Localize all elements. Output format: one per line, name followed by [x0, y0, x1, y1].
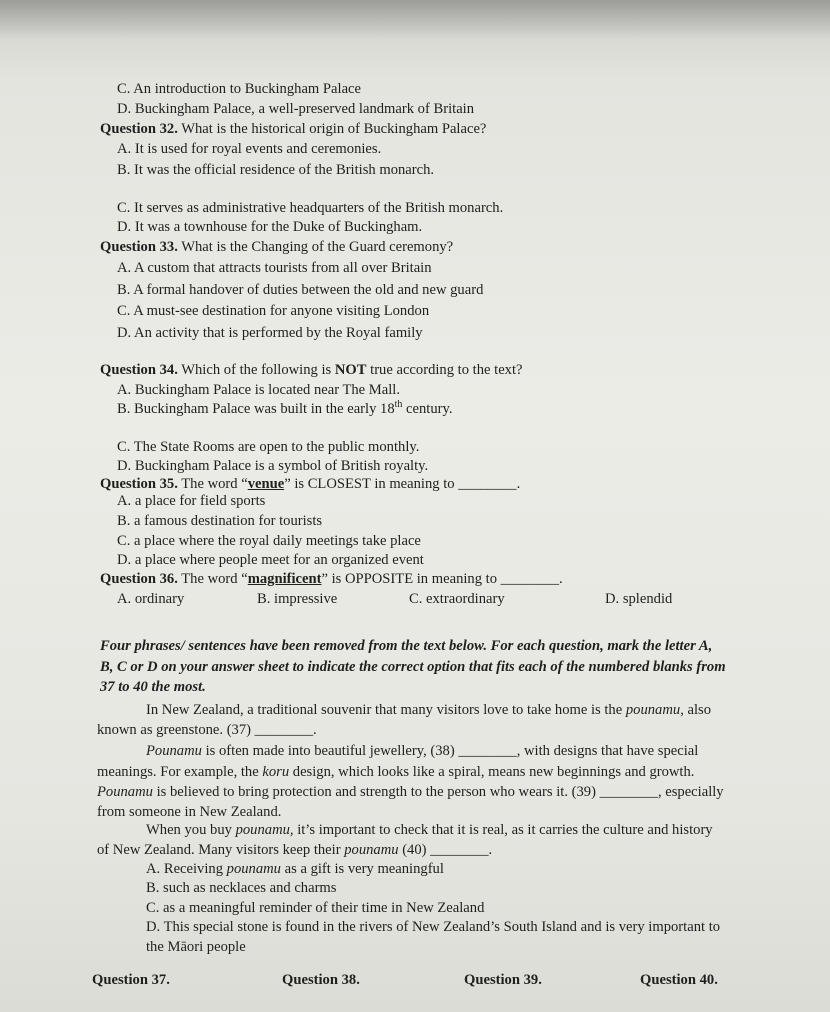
- passage-p2-pre2: meanings. For example, the: [97, 764, 263, 780]
- q31-option-c: C. An introduction to Buckingham Palace: [117, 81, 362, 97]
- instructions-line-2: B, C or D on your answer sheet to indicate the correct option that fits each of the numbered blanks from: [100, 659, 726, 675]
- q32-stem: [100, 119, 486, 139]
- q31-option-d: D. Buckingham Palace, a well-preserved landmark of Britain: [117, 101, 475, 117]
- answer-option-a-post: as a gift is very meaningful: [280, 861, 444, 877]
- q33-label: Question 33.: [100, 239, 178, 255]
- q35-option-d: D. a place where people meet for an organized event: [117, 552, 424, 568]
- passage-p1-text: In New Zealand, a traditional souvenir that many visitors love to take home is the: [146, 702, 623, 718]
- q34-label: Question 34.: [100, 362, 178, 378]
- q36-word: magnificent: [247, 571, 322, 587]
- passage-p1-line1: [146, 700, 711, 720]
- answer-option-a: [146, 859, 444, 879]
- q33-option-c: C. A must-see destination for anyone visiting London: [117, 303, 430, 319]
- q36-option-d: D. splendid: [605, 591, 673, 607]
- answer-option-a-word: pounamu: [226, 861, 281, 877]
- q34-option-c: C. The State Rooms are open to the public monthly.: [117, 439, 420, 455]
- passage-p2-line1: [146, 741, 698, 761]
- q36-label: Question 36.: [100, 571, 178, 587]
- q33-option-a: A. A custom that attracts tourists from all over Britain: [117, 260, 432, 276]
- q32-option-b: B. It was the official residence of the British monarch.: [117, 162, 435, 178]
- q36-option-c: C. extraordinary: [409, 591, 505, 607]
- passage-p2-word2: koru: [262, 764, 290, 780]
- passage-p2-line4: from someone in New Zealand.: [97, 804, 282, 820]
- q32-option-d: D. It was a townhouse for the Duke of Buckingham.: [117, 219, 423, 235]
- passage-p3-word2: pounamu: [344, 842, 399, 858]
- passage-p2-word1: Pounamu: [146, 743, 202, 759]
- q36-option-a: A. ordinary: [117, 591, 185, 607]
- q34-option-b-text: B. Buckingham Palace was built in the early 18: [117, 401, 395, 417]
- q32-text: What is the historical origin of Buckingham Palace?: [181, 121, 487, 137]
- q34-stem: [100, 360, 523, 380]
- q34-option-d: D. Buckingham Palace is a symbol of British royalty.: [117, 458, 429, 474]
- q33-option-b: B. A formal handover of duties between the old and new guard: [117, 282, 484, 298]
- q32-option-a: A. It is used for royal events and ceremonies.: [117, 141, 382, 157]
- q35-text-post: ” is CLOSEST in meaning to ________.: [284, 476, 521, 492]
- q35-option-a: A. a place for field sports: [117, 493, 266, 509]
- page-edge-shadow: [0, 0, 830, 40]
- q34-text-pre: Which of the following is: [181, 362, 332, 378]
- q35-option-c: C. a place where the royal daily meetings take place: [117, 533, 421, 549]
- q35-word: venue: [247, 476, 285, 492]
- passage-p1-line2: known as greenstone. (37) ________.: [97, 722, 317, 738]
- q34-option-b: [117, 399, 453, 419]
- question-40-label: Question 40.: [640, 972, 718, 988]
- q33-stem: [100, 237, 453, 257]
- passage-p2-rest3: is believed to bring protection and strength to the person who wears it. (39) ________, especially: [152, 784, 724, 800]
- passage-p3-post2: (40) ________.: [398, 842, 493, 858]
- q36-text-post: ” is OPPOSITE in meaning to ________.: [321, 571, 563, 587]
- q35-text-pre: The word “: [181, 476, 248, 492]
- passage-p2-post2: design, which looks like a spiral, means new beginnings and growth.: [289, 764, 695, 780]
- q36-text-pre: The word “: [181, 571, 248, 587]
- answer-option-d-line2: the Māori people: [146, 939, 246, 955]
- passage-p1-word: pounamu: [625, 702, 681, 718]
- q34-option-b-post: century.: [402, 401, 453, 417]
- q33-option-d: D. An activity that is performed by the Royal family: [117, 325, 423, 341]
- q36-option-b: B. impressive: [257, 591, 338, 607]
- passage-p2-word3: Pounamu: [97, 784, 153, 800]
- passage-p1-post: , also: [680, 702, 711, 718]
- q32-label: Question 32.: [100, 121, 178, 137]
- answer-option-a-pre: A. Receiving: [146, 861, 227, 877]
- passage-p3-pre2: of New Zealand. Many visitors keep their: [97, 842, 345, 858]
- question-38-label: Question 38.: [282, 972, 360, 988]
- q35-label: Question 35.: [100, 476, 178, 492]
- passage-p3-word1: pounamu: [235, 822, 290, 838]
- q32-option-c: C. It serves as administrative headquarters of the British monarch.: [117, 200, 504, 216]
- answer-option-c: C. as a meaningful reminder of their time in New Zealand: [146, 900, 485, 916]
- q34-text-post: true according to the text?: [370, 362, 523, 378]
- q33-text: What is the Changing of the Guard ceremony?: [181, 239, 454, 255]
- passage-p3-line1: [146, 820, 713, 840]
- passage-p2-rest1: is often made into beautiful jewellery, (38) ________, with designs that have special: [201, 743, 699, 759]
- question-37-label: Question 37.: [92, 972, 170, 988]
- passage-p3-pre1: When you buy: [146, 822, 236, 838]
- question-labels-row: [92, 970, 792, 992]
- passage-p2-line2: [97, 762, 694, 782]
- q36-stem: [100, 569, 563, 589]
- passage-p3-post1: , it’s important to check that it is real, as it carries the culture and history: [289, 822, 713, 838]
- q36-options: [117, 589, 717, 609]
- instructions-line-1: Four phrases/ sentences have been removed from the text below. For each question, mark the letter A,: [100, 638, 713, 654]
- passage-p3-line2: [97, 840, 492, 860]
- passage-p2-line3: [97, 782, 724, 802]
- instructions-line-3: 37 to 40 the most.: [100, 679, 206, 695]
- q34-option-b-sup: th: [394, 399, 403, 411]
- q34-not: NOT: [334, 362, 367, 378]
- q34-option-a: A. Buckingham Palace is located near The Mall.: [117, 382, 401, 398]
- answer-option-d-line1: D. This special stone is found in the rivers of New Zealand’s South Island and is very important to: [146, 919, 721, 935]
- answer-option-b: B. such as necklaces and charms: [146, 880, 337, 896]
- question-39-label: Question 39.: [464, 972, 542, 988]
- q35-option-b: B. a famous destination for tourists: [117, 513, 323, 529]
